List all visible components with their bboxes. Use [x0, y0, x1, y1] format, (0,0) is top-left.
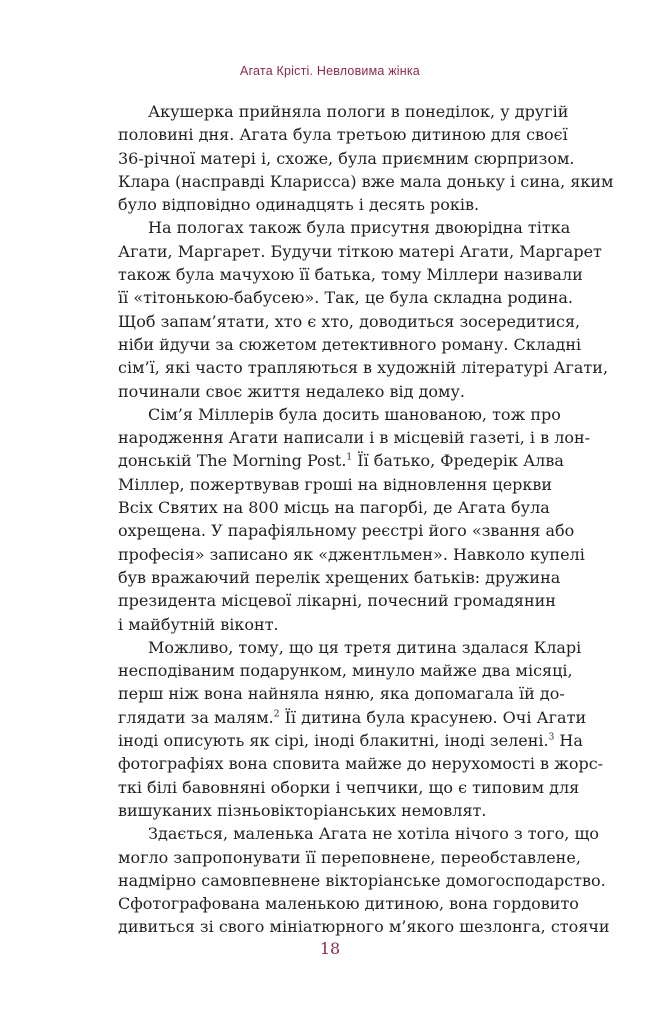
text-line: Міллер, пожертвував гроші на відновлення церкви	[118, 474, 553, 494]
text-line: був вражаючий перелік хрещених батьків: дружина	[118, 567, 561, 587]
text-line-with-footnote	[118, 706, 587, 729]
text-line: несподіваним подарунком, минуло майже два місяці,	[118, 661, 573, 681]
text-line: Акушерка прийняла пологи в понеділок, у другій	[148, 102, 569, 121]
text-line: могло запропонувати її переповнене, переобставлене,	[118, 847, 581, 867]
text-line: сім’ї, які часто трапляються в художній літературі Агати,	[118, 358, 609, 378]
text-line: ткі білі бавовняні оборки і чепчики, що є типовим для	[118, 777, 580, 797]
text-line: також була мачухою її батька, тому Міллери називали	[118, 265, 583, 285]
text-line: перш ніж вона найняла няню, яка допомагала їй до-	[118, 684, 565, 704]
text-segment: Її дитина була красунею. Очі Агати	[279, 707, 587, 727]
text-segment: глядати за малям.	[118, 707, 274, 727]
text-line: Всіх Святих на 800 місць на пагорбі, де Агата була	[118, 498, 550, 518]
text-line: половині дня. Агата була третьою дитиною для своєї	[118, 125, 568, 145]
text-line: надмірно самовпевнене вікторіанське домогосподарство.	[118, 870, 606, 890]
text-segment: Її батько, Фредерік Алва	[352, 451, 564, 471]
text-line: Щоб запам’ятати, хто є хто, доводиться зосередитися,	[118, 311, 581, 331]
text-line-with-footnote	[118, 729, 583, 752]
text-line: і майбутній віконт.	[118, 614, 279, 634]
paragraph-3	[118, 403, 591, 636]
body-text	[118, 100, 614, 939]
text-line: дивиться зі свого мініатюрного м’якого шезлонга, стоячи	[118, 917, 610, 937]
text-line: 36-річної матері і, схоже, була приємним сюрпризом.	[118, 148, 575, 168]
footnote-marker[interactable]: 1	[346, 453, 353, 464]
text-line: фотографіях вона сповита майже до нерухомості в жорс-	[118, 754, 604, 774]
text-segment: На	[554, 731, 583, 751]
text-line: охрещена. У парафіяльному реєстрі його «звання або	[118, 521, 575, 541]
paragraph-4	[118, 636, 604, 822]
text-segment: донській The Morning Post.	[118, 451, 347, 471]
text-line: Можливо, тому, що ця третя дитина здалася Кларі	[148, 637, 582, 657]
footnote-marker[interactable]: 3	[548, 732, 555, 743]
text-segment: іноді описують як сірі, іноді блакитні, іноді зелені.	[118, 731, 549, 751]
text-line: Здається, маленька Агата не хотіла нічого з того, що	[148, 824, 599, 844]
text-line: Клара (насправді Кларисса) вже мала доньку і сина, яким	[118, 171, 614, 191]
text-line: Агати, Маргарет. Будучи тіткою матері Агати, Маргарет	[118, 241, 602, 261]
text-line: було відповідно одинадцять і десять років.	[118, 195, 480, 215]
paragraph-1	[118, 100, 614, 216]
footnote-marker[interactable]: 2	[273, 709, 280, 720]
text-line: вишуканих пізньовікторіанських немовлят.	[118, 800, 487, 820]
text-line-with-footnote	[118, 449, 564, 472]
page-number: 18	[319, 939, 341, 958]
text-line: президента місцевої лікарні, почесний громадянин	[118, 591, 556, 611]
text-line: професія» записано як «джентльмен». Навколо купелі	[118, 544, 585, 564]
text-line: народження Агати написали і в місцевій газеті, і в лон-	[118, 428, 591, 448]
paragraph-2	[118, 216, 609, 402]
text-line: починали своє життя недалеко від дому.	[118, 381, 465, 401]
text-line: На пологах також була присутня двоюрідна тітка	[148, 218, 571, 238]
text-line: її «тітонькою-бабусею». Так, це була складна родина.	[118, 288, 573, 308]
text-line: Сім’я Міллерів була досить шанованою, тож про	[148, 404, 561, 424]
paragraph-5	[118, 822, 610, 938]
running-head: Агата Крісті. Невловима жінка	[240, 64, 420, 78]
text-line: ніби йдучи за сюжетом детективного роману. Складні	[118, 334, 582, 354]
text-line: Сфотографована маленькою дитиною, вона гордовито	[118, 894, 579, 914]
